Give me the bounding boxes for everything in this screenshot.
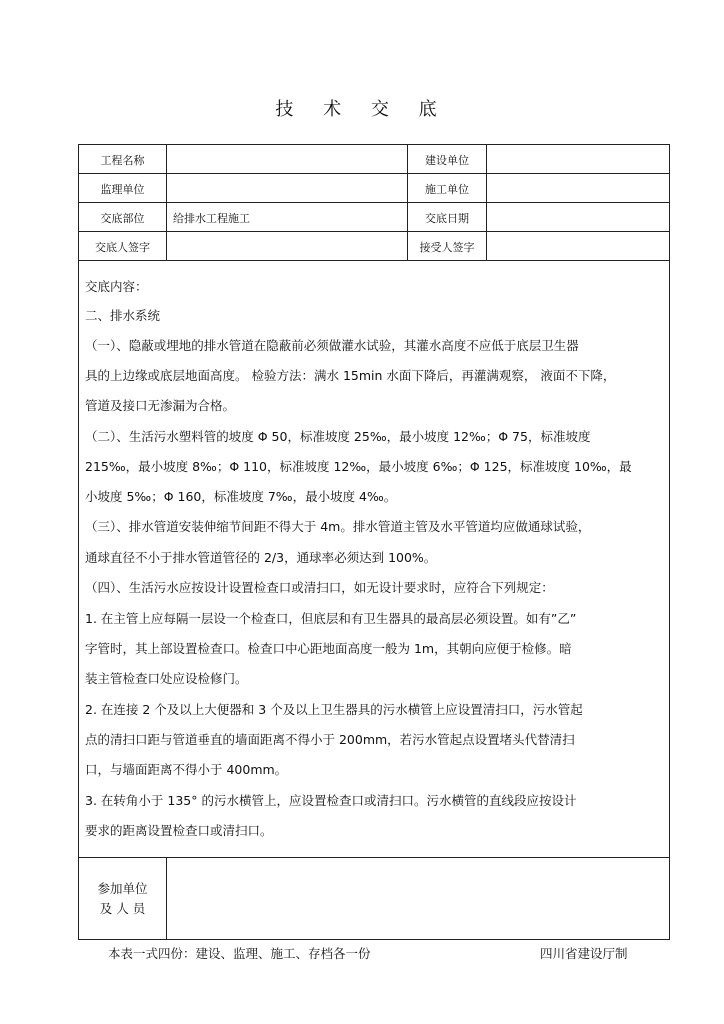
content-line: 点的清扫口距与管道垂直的墙面距离不得小于 200mm，若污水管起点设置堵头代替清扫 (85, 732, 575, 747)
content-line: 小坡度 5‰；Φ 160，标准坡度 7‰，最小坡度 4‰。 (85, 489, 397, 504)
disclosure-part-value[interactable]: 给排水工程施工 (173, 211, 250, 225)
disclosure-date-value[interactable] (487, 203, 671, 232)
content-line: （一）、隐蔽或埋地的排水管道在隐蔽前必须做灌水试验，其灌水高度不应低于底层卫生器 (85, 338, 579, 353)
discloser-signature-label: 交底人签字 (95, 240, 150, 254)
client-unit-value[interactable] (487, 145, 671, 174)
content-line: 通球直径不小于排水管道管径的 2/3，通球率必须达到 100%。 (85, 550, 437, 565)
discloser-signature-value[interactable] (167, 232, 407, 261)
content-line: 字管时，其上部设置检查口。检查口中心距地面高度一般为 1m，其朝向应便于检修。暗 (85, 641, 572, 656)
content-line: 交底内容： (85, 279, 148, 294)
content-line: 具的上边缘或底层地面高度。 检验方法：满水 15min 水面下降后，再灌满观察， 液面不下降， (85, 368, 616, 383)
receiver-signature-value[interactable] (487, 232, 671, 261)
project-name-label: 工程名称 (100, 153, 145, 167)
content-line: 装主管检查口处应设检修门。 (85, 671, 248, 686)
content-line: 2. 在连接 2 个及以上大便器和 3 个及以上卫生器具的污水横管上应设置清扫口，污水管起 (85, 702, 583, 717)
participants-label (79, 879, 166, 919)
disclosure-date-label: 交底日期 (425, 211, 469, 225)
construction-unit-value[interactable] (487, 174, 671, 203)
supervision-unit-value[interactable] (167, 174, 407, 203)
issuer-note: 四川省建设厅制 (540, 946, 628, 961)
disclosure-form (78, 144, 670, 940)
content-line: 215‰，最小坡度 8‰；Φ 110，标准坡度 12‰，最小坡度 6‰；Φ 125，标准坡度 10‰，最 (85, 459, 632, 474)
participants-label-line1: 参加单位 (97, 881, 148, 896)
content-line: 口，与墙面距离不得小于 400mm。 (85, 762, 288, 777)
project-name-value[interactable] (167, 145, 407, 174)
content-line: （三）、排水管道安装伸缩节间距不得大于 4m。排水管道主管及水平管道均应做通球试验， (85, 519, 591, 534)
content-line: 3. 在转角小于 135° 的污水横管上，应设置检查口或清扫口。污水横管的直线段应按设计 (85, 793, 577, 808)
content-line: 二、排水系统 (85, 308, 161, 323)
supervision-unit-label: 监理单位 (100, 182, 145, 196)
disclosure-part-label: 交底部位 (100, 211, 145, 225)
receiver-signature-label: 接受人签字 (419, 240, 475, 254)
client-unit-label: 建设单位 (425, 153, 469, 167)
construction-unit-label: 施工单位 (425, 182, 469, 196)
participants-label-line2: 及 人 员 (99, 901, 146, 916)
document-title: 技 术 交 底 (275, 99, 449, 120)
content-line: 1. 在主管上应每隔一层设一个检查口，但底层和有卫生器具的最高层必须设置。如有”乙” (85, 611, 577, 626)
copies-note: 本表一式四份：建设、监理、施工、存档各一份 (108, 946, 371, 961)
content-line: （四）、生活污水应按设计设置检查口或清扫口，如无设计要求时，应符合下列规定： (85, 580, 554, 595)
content-line: （二）、生活污水塑料管的坡度 Φ 50，标准坡度 25‰，最小坡度 12‰；Φ 75，标准坡度 (85, 429, 591, 444)
content-line: 要求的距离设置检查口或清扫口。 (85, 823, 273, 838)
participants-value[interactable] (167, 858, 669, 939)
content-line: 管道及接口无渗漏为合格。 (85, 398, 236, 413)
